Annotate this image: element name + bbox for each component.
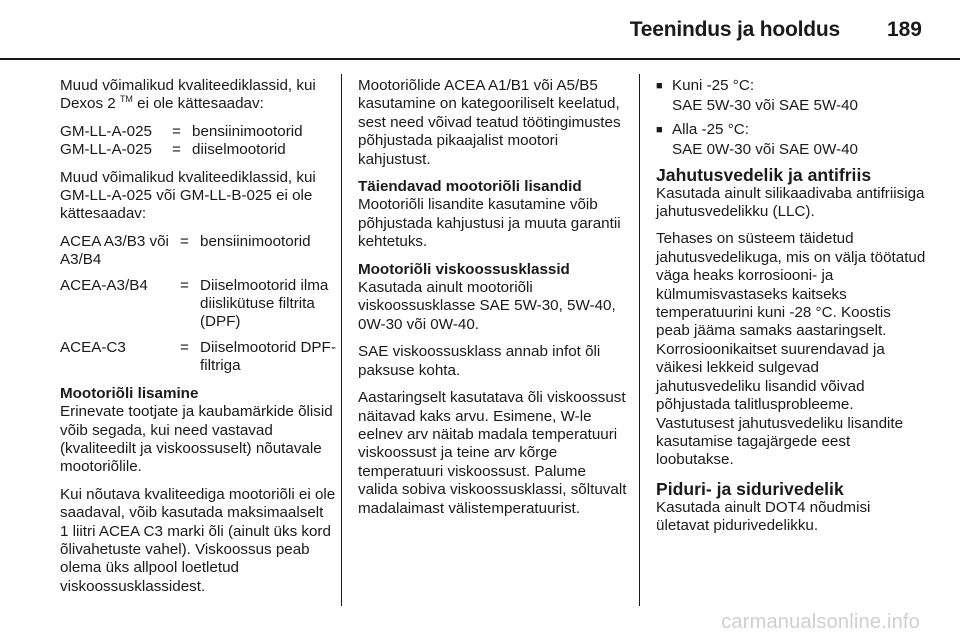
- spec-key: GM-LL-A-025: [60, 122, 153, 140]
- spec-equals: =: [180, 276, 189, 294]
- list-item-label: Kuni -25 °C:: [672, 77, 755, 94]
- section-heading-additives: Täiendavad mootoriõli lisandid: [358, 178, 582, 196]
- section-heading-adding: Mootoriõli lisamine: [60, 384, 199, 402]
- list-item-label: Alla -25 °C:: [672, 120, 749, 138]
- spec-equals: =: [172, 122, 181, 140]
- spec-row: [60, 277, 336, 332]
- spec-value: diiselmootorid: [192, 141, 286, 159]
- section-heading-viscosity: Mootoriõli viskoossusklassid: [358, 260, 570, 278]
- trademark-sup: TM: [119, 94, 133, 105]
- additives-text: Mootoriõli lisandite kasutamine võib põhjustada kahjustusi ja muuta garantii kehtetuks.: [358, 196, 621, 251]
- spec-key: ACEA A3/B3 või A3/B4: [60, 232, 169, 269]
- dexos-intro-text-b: ei ole kättesaadav:: [132, 95, 264, 113]
- spec-value: bensiinimootorid: [192, 122, 303, 140]
- factory-fill-paragraph: Tehases on süsteem täidetud jahutusvedelikuga, mis on välja töötatud väga heaks korrosiooni- ja külmumisvastaseks kaitseks temperatuurini kuni -28 °C. Koostis peab jääma samaks aastaringselt. Korrosioonikaitset suurendavad ja väikesi lekkeid sulgevad jahutusvedeliku lisandid võivad põhjustada talitlusprobleeme. Vastutusest jahutusvedeliku lisandite kasutamise tagajärgede eest loobutakse.: [656, 230, 926, 469]
- spec-equals: =: [180, 232, 189, 250]
- acea-spec-table: [60, 233, 336, 376]
- adding-text: Erinevate tootjate ja kaubamärkide õlisid võib segada, kui need vastavad (kvaliteedilt ja viskoossuselt) nõutavale mootoriõlile.: [60, 403, 333, 476]
- dexos-intro-text-a: Muud võimalikud kvaliteediklassid, kui Dexos 2: [60, 77, 316, 113]
- spec-key: GM-LL-A-025: [60, 141, 153, 159]
- spec-key: ACEA-C3: [60, 338, 126, 356]
- spec-value: Diiselmootorid DPF-filtriga: [200, 338, 336, 375]
- viscosity-text: Kasutada ainult mootoriõli viskoossusklasse SAE 5W-30, 5W-40, 0W-30 või 0W-40.: [358, 279, 616, 333]
- square-bullet-icon: ■: [656, 123, 663, 136]
- adding-section: [60, 385, 336, 477]
- column-3: [656, 77, 926, 545]
- header-rule: [0, 58, 960, 60]
- coolant-text: Kasutada ainult silikaadivaba antifriisiga jahutusvedelikku (LLC).: [656, 184, 925, 221]
- section-heading-brake: Piduri- ja sidurivedelik: [656, 478, 844, 499]
- viscosity-section: [358, 261, 628, 335]
- column-divider-2: [639, 74, 640, 606]
- column-1: [60, 77, 336, 605]
- acea-intro: Muud võimalikud kvaliteediklassid, kui GM-LL-A-025 või GM-LL-B-025 ei ole kättesaadav:: [60, 168, 316, 223]
- spec-key: ACEA-A3/B4: [60, 276, 148, 294]
- quality-paragraph: Kui nõutava kvaliteediga mootoriõli ei ole saadaval, võib kasutada maksimaalselt 1 liitri ACEA C3 marki õli (ainult üks kord õlivahetuste vahel). Viskoossus peab olema üks allpool loetletud viskoossusklassidest.: [60, 485, 336, 595]
- spec-equals: =: [172, 141, 181, 159]
- dexos-spec-table: [60, 123, 336, 160]
- column-divider-1: [341, 74, 342, 606]
- spec-row: [60, 233, 336, 270]
- brake-text: Kasutada ainult DOT4 nõudmisi ületavat pidurivedelikku.: [656, 498, 871, 535]
- sae-paragraph: SAE viskoossusklass annab infot õli paksuse kohta.: [358, 343, 601, 379]
- section-heading-coolant: Jahutusvedelik ja antifriis: [656, 164, 872, 185]
- column-2: [358, 77, 628, 527]
- temperature-list: [656, 77, 926, 160]
- page-number: 189: [886, 18, 922, 41]
- page-title: Teenindus ja hooldus: [629, 18, 840, 41]
- coolant-section: [656, 165, 926, 222]
- spec-row: [60, 339, 336, 376]
- spec-value: bensiinimootorid: [200, 232, 311, 250]
- multigrade-paragraph: Aastaringselt kasutatava õli viskoossust näitavad kaks arvu. Esimene, W-le eelnev arv näitab madala temperatuuri viskoossust ja teine arv kõrge temperatuuri viskoossust. Palume valida sobiva viskoossusklassi, sõltuvalt madalaimast välistemperatuurist.: [358, 389, 627, 517]
- list-item: [656, 121, 926, 139]
- spec-value: Diiselmootorid ilma diislikütuse filtrita (DPF): [200, 276, 329, 331]
- list-item-value: SAE 5W-30 või SAE 5W-40: [672, 97, 858, 115]
- brake-section: [656, 479, 926, 536]
- square-bullet-icon: ■: [656, 80, 663, 92]
- spec-row: [60, 123, 336, 141]
- spec-row: [60, 141, 336, 159]
- watermark: carmanualsonline.info: [721, 611, 920, 633]
- list-item: [656, 77, 926, 95]
- list-item-value: SAE 0W-30 või SAE 0W-40: [672, 141, 858, 159]
- acea-warning-paragraph: Mootoriõlide ACEA A1/B1 või A5/B5 kasutamine on kategooriliselt keelatud, sest need võivad teatud töötingimustes põhjustada pikaajalist mootori kahjustust.: [358, 77, 621, 168]
- spec-equals: =: [180, 338, 189, 356]
- additives-section: [358, 178, 628, 252]
- dexos-intro: [60, 77, 336, 114]
